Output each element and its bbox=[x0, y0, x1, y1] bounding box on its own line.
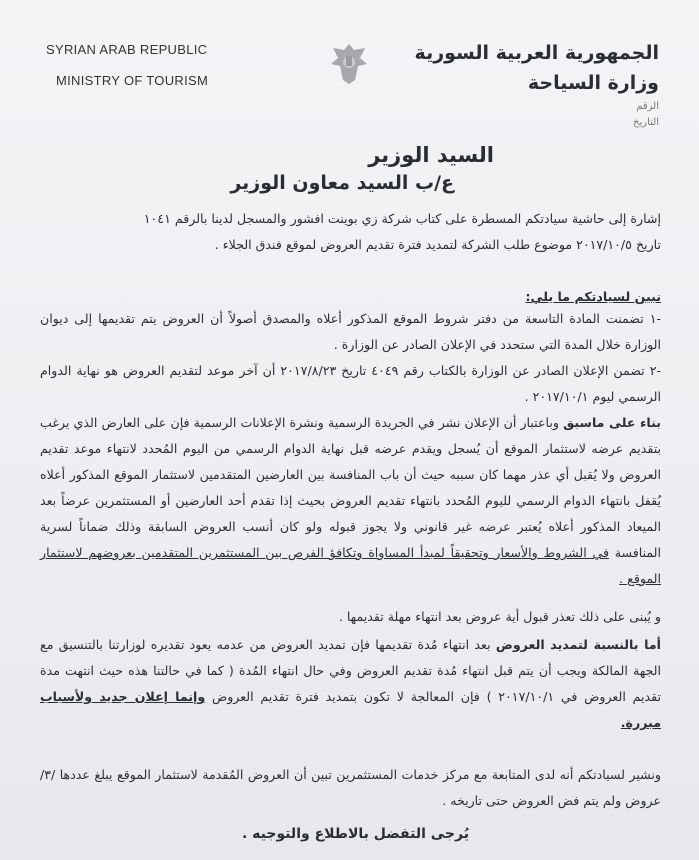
list-item-2 bbox=[40, 358, 661, 410]
body-3-lead: أما بالنسبة لتمديد العروض bbox=[495, 637, 661, 652]
body-1-lead: بناء على ماسبق bbox=[563, 415, 662, 430]
list-item-1 bbox=[40, 306, 661, 358]
letterhead-en-republic: SYRIAN ARAB REPUBLIC bbox=[46, 42, 208, 57]
letterhead-ar-republic: الجمهورية العربية السورية bbox=[414, 42, 659, 64]
intro-paragraph bbox=[40, 206, 661, 258]
list-item-2-number: -٢ bbox=[649, 363, 661, 378]
addressee-minister: السيد الوزير bbox=[368, 143, 494, 167]
body-paragraph-2: و يُبنى على ذلك تعذر قبول أية عروض بعد انتهاء مهلة تقديمها . bbox=[338, 609, 661, 624]
list-heading: نبين لسيادتكم ما يلي: bbox=[525, 289, 661, 304]
body-3-bold-tail: وإنما إعلان جديد ولأسباب مبررة. bbox=[40, 689, 661, 730]
intro-line-1: إشارة إلى حاشية سيادتكم المسطرة على كتاب شركة زي بوينت افشور والمسجل لدينا بالرقم ١٠٤١ bbox=[143, 211, 661, 226]
list-item-1-number: -١ bbox=[649, 311, 661, 326]
letterhead-en-ministry: MINISTRY OF TOURISM bbox=[56, 73, 209, 88]
body-1-text: وباعتبار أن الإعلان نشر في الجريدة الرسمية ونشرة الإعلانات الرسمية فإن على العارض الذي يرغب بتقديم عرضه لاستثمار الموقع أن يُسجل ويقدم عرضه قبل نهاية الدوام الرسمي من اليوم المُحدد لانتهاء موعد تقديم العروض ولا يُقبل أي عذر مهما كان سببه حيث أن باب المنافسة بين العارضين المتقدمين لاستثمار الموقع المذكور أعلاه يُقفل بانتهاء الدوام الرسمي لليوم المُحدد بانتهاء تقديم العروض بحيث إذا تقدم أحد العارضين أو المستثمرين عرضاً بعد الميعاد المذكور أعلاه يُعتبر عرضه غير قانوني ولا يجوز قبوله ولو كان أنسب العروض السابقة وذلك ضماناً لسرية المنافسة bbox=[40, 415, 661, 560]
eagle-emblem-icon bbox=[327, 40, 371, 88]
body-1-underlined: في الشروط والأسعار وتحقيقاً لمبدأ المساواة وتكافؤ الفرص بين المستثمرين المتقدمين بعروضهم لاستثمار الموقع . bbox=[40, 545, 661, 586]
list-item-2-text: تضمن الإعلان الصادر عن الوزارة بالكتاب رقم ٤٠٤٩ تاريخ ٢٠١٧/٨/٢٣ أن آخر موعد لتقديم العروض هو نهاية الدوام الرسمي ليوم ٢٠١٧/١٠/١ . bbox=[40, 363, 661, 404]
body-paragraph-3 bbox=[40, 632, 661, 736]
closing-line: يُرجى التفضل بالاطلاع والتوجيه . bbox=[241, 826, 469, 842]
body-paragraph-1 bbox=[40, 410, 661, 592]
body-paragraph-4: ونشير لسيادتكم أنه لدى المتابعة مع مركز خدمات المستثمرين تبين أن العروض المُقدمة لاستثمار الموقع يبلغ عددها /٣/ عروض ولم يتم فض العروض حتى تاريخه . bbox=[40, 767, 661, 808]
ref-number-label: الرقم bbox=[636, 101, 659, 112]
intro-line-2: تاريخ ٢٠١٧/١٠/٥ موضوع طلب الشركة لتمديد فترة تقديم العروض لموقع فندق الجلاء . bbox=[214, 237, 661, 252]
body-3-text: بعد انتهاء مُدة تقديمها فإن تمديد العروض من عدمه يعود تقديره لوزارتنا بالتنسيق مع الجهة المالكة ويجب أن يتم قبل انتهاء مُدة تقديم العروض وفي حال انتهاء المُدة ( كما في حالتنا هذه حيث انتهت مدة تقديم العروض في ٢٠١٧/١٠/١ ) فإن المعالجة لا تكون بتمديد فترة تقديم العروض bbox=[40, 637, 661, 704]
letterhead-ar-ministry: وزارة السياحة bbox=[527, 72, 659, 94]
list-item-1-text: تضمنت المادة التاسعة من دفتر شروط الموقع المذكور أعلاه والمصدق أصولاً أن العروض يتم تقديمها إلى ديوان الوزارة خلال المدة التي ستحدد في الإعلان الصادر عن الوزارة . bbox=[40, 311, 661, 352]
date-label: التاريخ bbox=[633, 117, 659, 128]
addressee-deputy: ع/ب السيد معاون الوزير bbox=[230, 172, 454, 194]
